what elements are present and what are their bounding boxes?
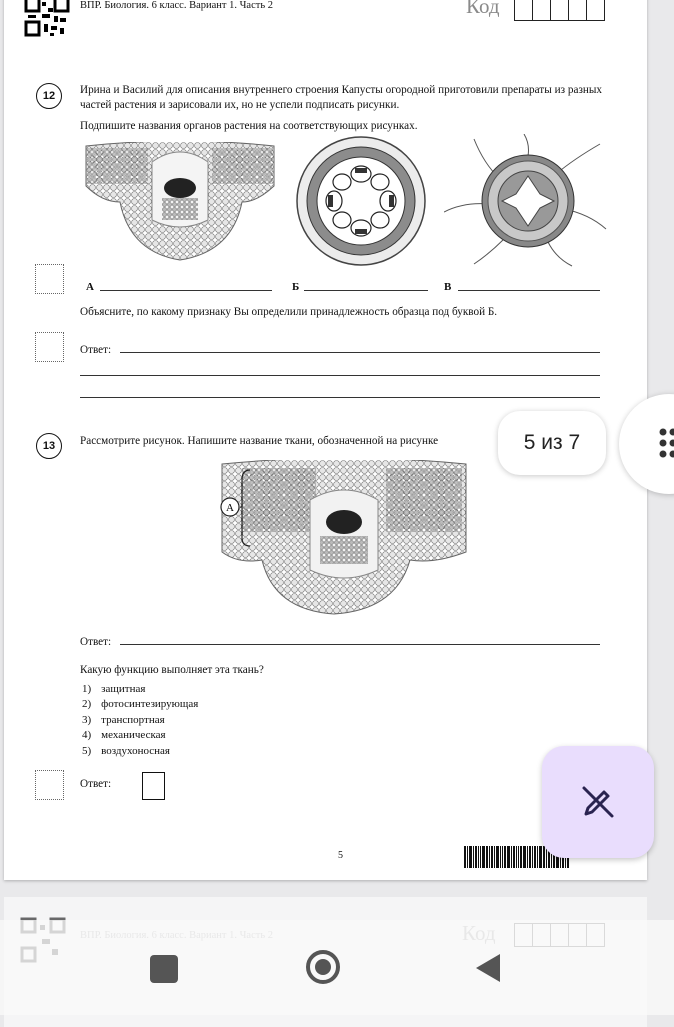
question-13-options bbox=[82, 682, 198, 759]
option-1: 1) защитная bbox=[82, 682, 198, 697]
question-12-text: Ирина и Василий для описания внутреннего строения Капусты огородной приготовили препараты из разных частей растения и зарисовали их, но не успели подписать рисунки. bbox=[80, 83, 602, 113]
answer-box-13[interactable] bbox=[142, 772, 165, 800]
answer-line-v[interactable] bbox=[458, 290, 600, 291]
answer-line-12-3[interactable] bbox=[80, 397, 600, 398]
answer-label-12: Ответ: bbox=[80, 343, 111, 358]
label-a: А bbox=[86, 281, 94, 293]
answer-line-13[interactable] bbox=[120, 644, 600, 645]
question-13-number: 13 bbox=[36, 433, 62, 459]
answer-line-12-1[interactable] bbox=[120, 352, 600, 353]
option-3: 3) транспортная bbox=[82, 713, 198, 728]
question-12-explain: Объясните, по какому признаку Вы определили принадлежность образца под буквой Б. bbox=[80, 305, 602, 320]
page-indicator: 5 из 7 bbox=[498, 411, 606, 475]
header-title: ВПР. Биология. 6 класс. Вариант 1. Часть 2 bbox=[80, 0, 273, 11]
stem-section-figure bbox=[294, 134, 428, 268]
score-box-12a[interactable] bbox=[35, 264, 64, 294]
question-13-function: Какую функцию выполняет эта ткань? bbox=[80, 663, 264, 678]
pen-slash-icon bbox=[578, 782, 618, 822]
option-2: 2) фотосинтезирующая bbox=[82, 697, 198, 712]
kod-boxes[interactable] bbox=[514, 0, 605, 21]
answer-line-12-2[interactable] bbox=[80, 375, 600, 376]
circle-icon[interactable] bbox=[306, 950, 340, 984]
qr-code bbox=[24, 0, 70, 38]
score-box-12b[interactable] bbox=[35, 332, 64, 362]
label-v: В bbox=[444, 281, 451, 293]
figure-marker-a: A bbox=[226, 502, 234, 514]
triangle-back-icon[interactable] bbox=[474, 952, 502, 989]
annotate-button[interactable] bbox=[542, 746, 654, 858]
root-section-figure bbox=[444, 134, 610, 268]
leaf-section-figure bbox=[82, 142, 278, 266]
answer-label-13b: Ответ: bbox=[80, 777, 111, 792]
answer-line-b[interactable] bbox=[304, 290, 428, 291]
kod-label: Код bbox=[466, 0, 500, 19]
answer-line-a[interactable] bbox=[100, 290, 272, 291]
option-4: 4) механическая bbox=[82, 728, 198, 743]
score-box-13[interactable] bbox=[35, 770, 64, 800]
label-b: Б bbox=[292, 281, 299, 293]
answer-label-13: Ответ: bbox=[80, 635, 111, 650]
option-5: 5) воздухоносная bbox=[82, 744, 198, 759]
grid-dots-icon bbox=[659, 428, 674, 460]
page-number: 5 bbox=[338, 850, 343, 861]
system-nav-bar bbox=[0, 920, 674, 1015]
square-icon[interactable] bbox=[150, 955, 178, 983]
question-12-instruction: Подпишите названия органов растения на соответствующих рисунках. bbox=[80, 119, 602, 134]
question-12-number: 12 bbox=[36, 83, 62, 109]
question-13-text: Рассмотрите рисунок. Напишите название ткани, обозначенной на рисунке bbox=[80, 434, 500, 449]
leaf-tissue-figure bbox=[214, 460, 474, 616]
